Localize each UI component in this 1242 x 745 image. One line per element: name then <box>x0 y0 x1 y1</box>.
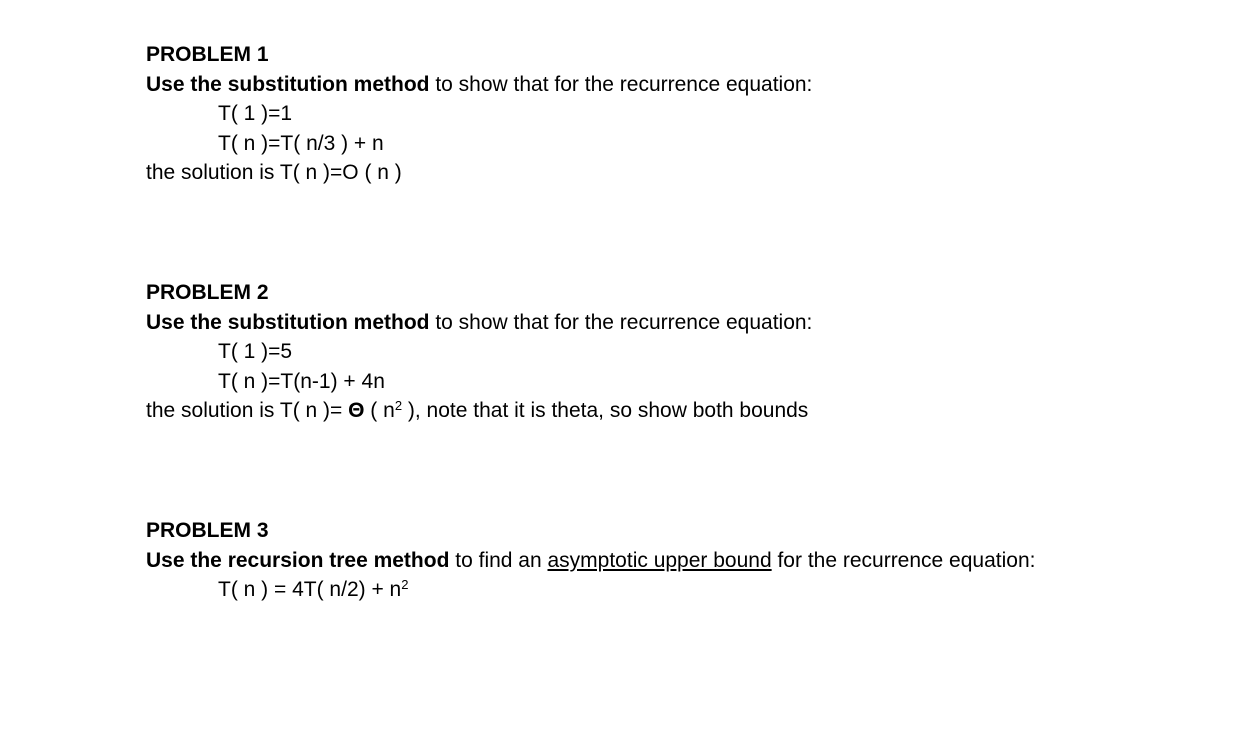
solution-suffix: ), note that it is theta, so show both bounds <box>402 399 809 422</box>
method-name: Use the substitution method <box>146 310 430 334</box>
solution-prefix: the solution is T( n )= <box>146 399 349 422</box>
recurrence-equation: T( n )=T( n/3 ) + n <box>218 131 384 155</box>
base-case-equation: T( 1 )=5 <box>218 340 293 363</box>
underlined-phrase: asymptotic upper bound <box>547 548 772 572</box>
intro-text: to find an <box>449 548 548 572</box>
solution-statement: the solution is T( n )=O ( n ) <box>146 161 402 184</box>
problem-2 <box>146 278 1226 426</box>
method-name: Use the recursion tree method <box>146 548 450 572</box>
solution-middle: ( n <box>364 399 395 422</box>
problem-heading: PROBLEM 3 <box>146 519 269 542</box>
problem-intro <box>146 308 1226 338</box>
problem-intro <box>146 546 1226 576</box>
theta-symbol: Θ <box>348 399 365 422</box>
problem-intro <box>146 70 1226 100</box>
method-name: Use the substitution method <box>146 72 430 96</box>
equation-text: T( n ) = 4T( n/2) + n <box>218 578 402 601</box>
exponent: 2 <box>401 576 409 592</box>
problem-1 <box>146 40 1226 188</box>
intro-text: to show that for the recurrence equation: <box>429 72 813 96</box>
intro-text-end: for the recurrence equation: <box>771 548 1036 572</box>
problem-heading: PROBLEM 1 <box>146 43 269 66</box>
problem-heading: PROBLEM 2 <box>146 281 269 304</box>
problem-3 <box>146 516 1226 605</box>
intro-text: to show that for the recurrence equation: <box>429 310 813 334</box>
recurrence-equation: T( n )=T(n-1) + 4n <box>218 369 385 393</box>
base-case-equation: T( 1 )=1 <box>218 102 293 125</box>
exponent: 2 <box>394 397 403 413</box>
recurrence-equation <box>146 575 1226 605</box>
solution-statement <box>146 396 1226 426</box>
